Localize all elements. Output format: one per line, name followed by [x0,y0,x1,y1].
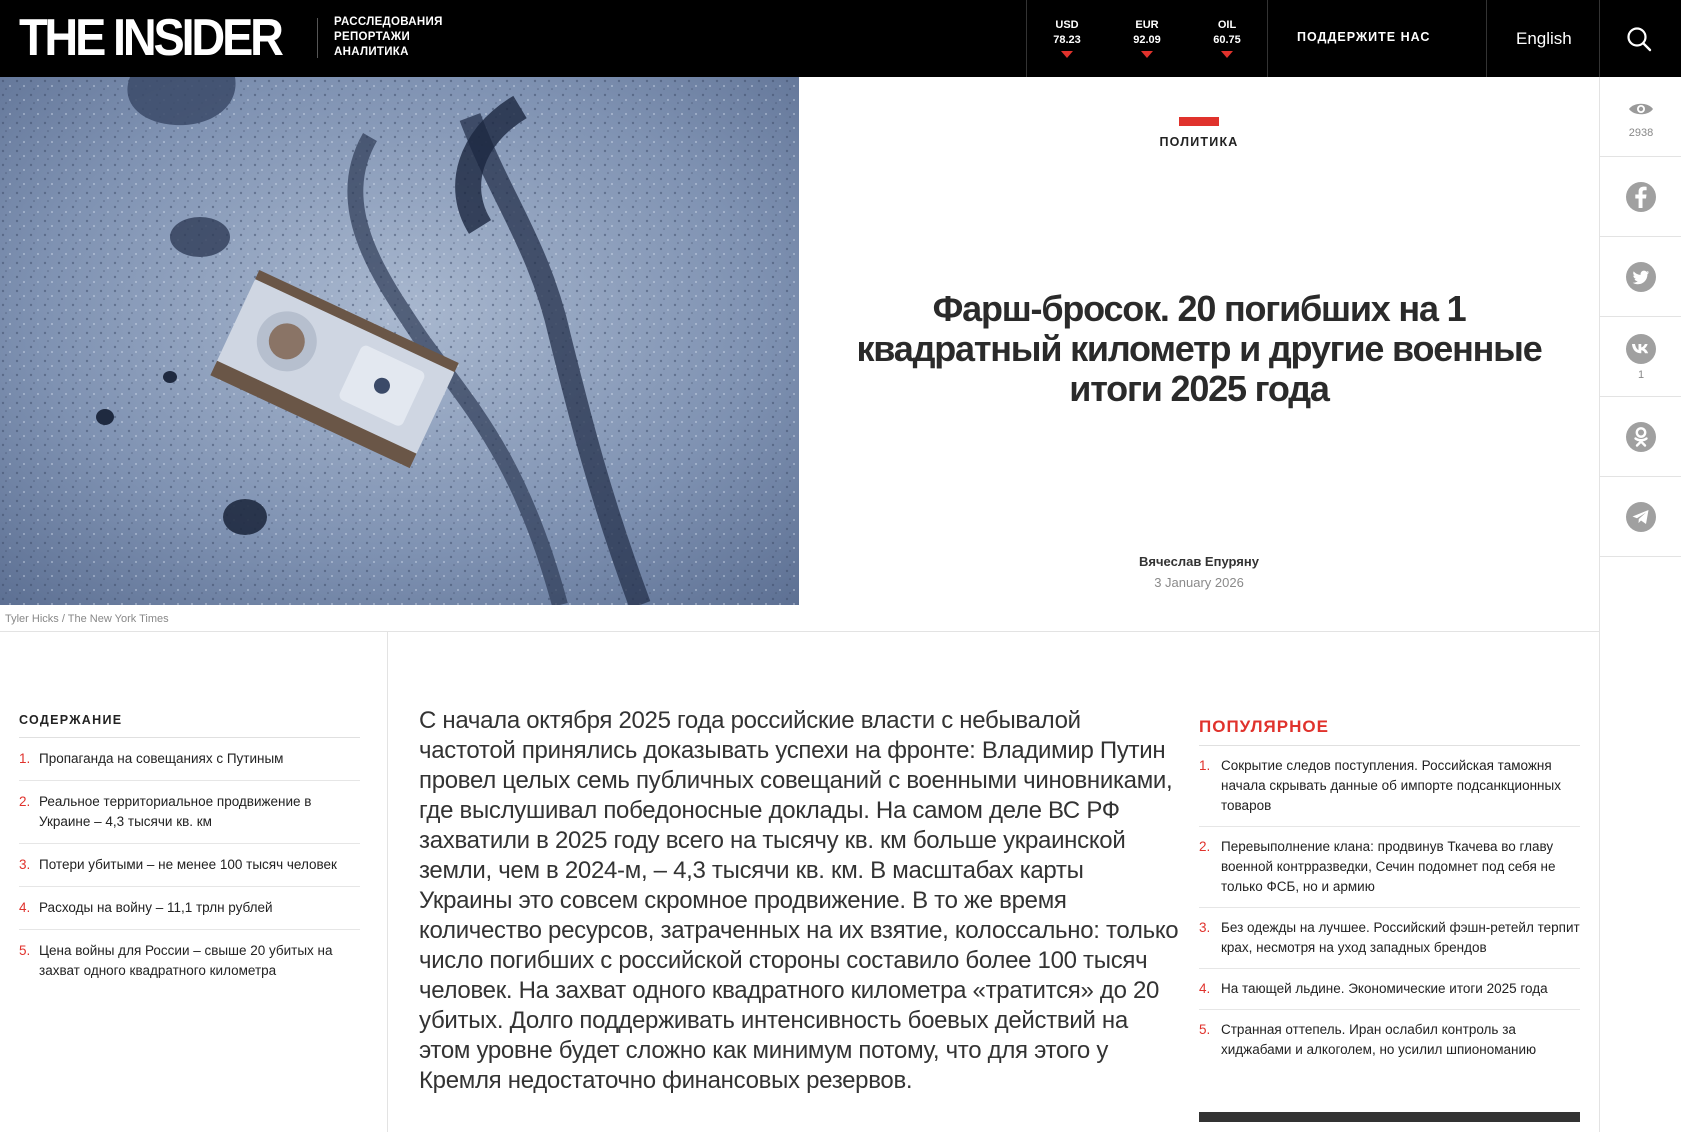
toc-item-label: Потери убитыми – не менее 100 тысяч человек [39,857,337,872]
share-twitter-button[interactable] [1600,237,1681,317]
category-marker [1179,117,1219,126]
down-arrow-icon [1141,51,1153,58]
share-telegram-button[interactable] [1600,477,1681,557]
rate-value: 60.75 [1213,34,1241,46]
rate-usd [1037,18,1097,58]
popular-item-label: Перевыполнение клана: продвинув Ткачева во главу военной контрразведки, Сечин подомнет под себя не только ФСБ, но и армию [1221,839,1556,894]
popular-item[interactable] [1199,1010,1580,1070]
popular-bottom-bar [1199,1112,1580,1122]
toc-item-label: Пропаганда на совещаниях с Путиным [39,751,284,766]
popular-item[interactable] [1199,827,1580,908]
popular-section [1199,717,1580,1070]
header-divider [1026,0,1027,77]
table-of-contents [19,713,360,992]
toc-item[interactable] [19,930,360,992]
toc-item-number: 2. [19,794,31,809]
rate-label: USD [1055,19,1079,31]
share-odnoklassniki-button[interactable] [1600,397,1681,477]
support-us-link[interactable]: ПОДДЕРЖИТЕ НАС [1297,30,1431,44]
rate-value: 78.23 [1053,34,1081,46]
twitter-icon [1625,261,1657,293]
popular-item-number: 5. [1199,1022,1211,1037]
toc-item-number: 1. [19,751,31,766]
toc-item-number: 4. [19,900,31,915]
tagline-line: АНАЛИТИКА [334,46,409,58]
popular-item-label: Сокрытие следов поступления. Российская таможня начала скрывать данные об импорте подсанкционных товаров [1221,758,1561,813]
popular-item-label: Странная оттепель. Иран ослабил контроль за хиджабами и алкоголем, но усилил шпиономанию [1221,1022,1537,1057]
popular-item-label: На тающей льдине. Экономические итоги 2025 года [1221,981,1548,996]
telegram-icon [1625,501,1657,533]
tagline-line: РАССЛЕДОВАНИЯ [334,16,443,28]
search-icon[interactable] [1625,25,1653,53]
logo-divider [317,18,318,58]
toc-item[interactable] [19,781,360,844]
article-lead: С начала октября 2025 года российские власти с небывалой частотой принялись доказывать успехи на фронте: Владимир Путин провел целых семь публичных совещаний с военными чиновниками, где выслушивал победоносные доклады. На самом деле ВС РФ захватили в 2025 году всего на тысячу кв. км больше украинской земли, чем в 2024-м, – 4,3 тысячи кв. км. В масштабах карты Украины это совсем скромное продвижение. В то же время количество ресурсов, затраченных на их взятие, колоссально: только число погибших с российской стороны составило более 100 тысяч человек. На захват одного квадратного километра «тратится» до 20 убитых. Долго поддерживать интенсивность боевых действий на этом уровне будет сложно как минимум потому, что для этого у Кремля недостаточно финансовых резервов. [419,707,1179,1094]
tagline-line: РЕПОРТАЖИ [334,31,411,43]
section-divider [0,631,1599,632]
popular-item[interactable] [1199,746,1580,827]
vk-icon [1625,333,1657,365]
facebook-icon [1625,181,1657,213]
toc-item[interactable] [19,738,360,781]
publish-date: 3 January 2026 [1154,575,1244,590]
odnoklassniki-icon [1625,421,1657,453]
hero-image [0,77,799,605]
author-link[interactable]: Вячеслав Епуряну [1139,554,1259,569]
toc-title: СОДЕРЖАНИЕ [19,713,360,738]
category-link[interactable]: ПОЛИТИКА [1159,135,1239,149]
toc-item-label: Расходы на войну – 11,1 трлн рублей [39,900,273,915]
toc-item-label: Реальное территориальное продвижение в Украине – 4,3 тысячи кв. км [39,794,312,829]
share-rail [1599,77,1681,1132]
share-vk-button[interactable] [1600,317,1681,397]
site-header [0,0,1681,77]
popular-item-number: 2. [1199,839,1211,854]
rate-oil [1197,18,1257,58]
rate-label: OIL [1217,19,1237,31]
language-switch-link[interactable]: English [1516,29,1572,48]
popular-item-number: 1. [1199,758,1211,773]
popular-item-number: 3. [1199,920,1211,935]
views-counter [1600,77,1681,157]
rate-label: EUR [1135,19,1159,31]
rate-value: 92.09 [1133,34,1161,46]
popular-item[interactable] [1199,969,1580,1010]
views-count: 2938 [1628,127,1654,139]
site-logo[interactable]: THE INSIDER [19,9,281,67]
popular-item-label: Без одежды на лучшее. Российский фэшн-ретейл терпит крах, несмотря на уход западных брендов [1221,920,1580,955]
toc-item[interactable] [19,887,360,930]
popular-title: ПОПУЛЯРНОЕ [1199,717,1580,746]
toc-item[interactable] [19,844,360,887]
popular-item-number: 4. [1199,981,1211,996]
vk-share-count: 1 [1637,369,1645,381]
down-arrow-icon [1221,51,1233,58]
toc-item-number: 3. [19,857,31,872]
article-title: Фарш-бросок. 20 погибших на 1 квадратный километр и другие военные итоги 2025 года [856,288,1542,409]
toc-item-label: Цена войны для России – свыше 20 убитых на захват одного квадратного километра [39,943,333,978]
rate-eur [1117,18,1177,58]
share-facebook-button[interactable] [1600,157,1681,237]
image-caption: Tyler Hicks / The New York Times [5,613,169,625]
eye-icon [1625,95,1657,127]
header-divider [1599,0,1600,77]
header-divider [1267,0,1268,77]
column-divider [387,631,388,1132]
header-divider [1486,0,1487,77]
toc-item-number: 5. [19,943,31,958]
site-tagline [334,15,443,60]
popular-item[interactable] [1199,908,1580,969]
down-arrow-icon [1061,51,1073,58]
